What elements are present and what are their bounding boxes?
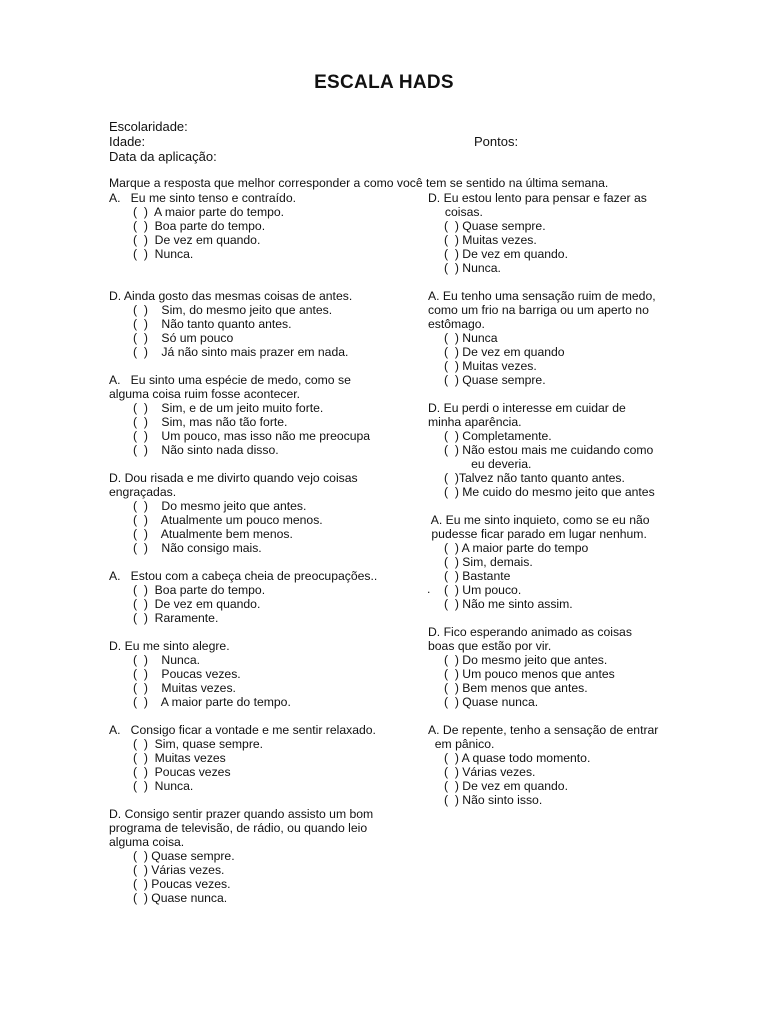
answer-option[interactable]: ( ) Não me sinto assim.: [444, 597, 573, 611]
answer-option[interactable]: ( ) Só um pouco: [133, 331, 234, 345]
question-text: D. Eu estou lento para pensar e fazer as: [428, 191, 647, 205]
answer-option[interactable]: ( ) Nunca.: [444, 261, 501, 275]
question-text: A. Eu sinto uma espécie de medo, como se: [109, 373, 351, 387]
answer-option[interactable]: ( ) Nunca.: [133, 247, 194, 261]
right-question-1: [428, 191, 647, 275]
question-text: A. Estou com a cabeça cheia de preocupações..: [109, 569, 378, 583]
answer-option[interactable]: ( ) Poucas vezes: [133, 765, 231, 779]
answer-option[interactable]: ( ) Sim, do mesmo jeito que antes.: [133, 303, 333, 317]
answer-option[interactable]: ( ) Atualmente um pouco menos.: [133, 513, 323, 527]
answer-option[interactable]: ( ) Poucas vezes.: [133, 877, 231, 891]
answer-option[interactable]: ( ) Sim, demais.: [444, 555, 533, 569]
answer-option[interactable]: ( ) Muitas vezes.: [444, 233, 537, 247]
answer-option[interactable]: ( ) Um pouco, mas isso não me preocupa: [133, 429, 371, 443]
left-question-2: [109, 289, 352, 359]
question-text: boas que estão por vir.: [428, 639, 552, 653]
question-text: D. Consigo sentir prazer quando assisto um bom: [109, 807, 374, 821]
question-text: em pânico.: [428, 737, 495, 751]
right-question-2: [428, 289, 656, 387]
answer-option[interactable]: ( ) Muitas vezes.: [444, 359, 537, 373]
answer-option[interactable]: ( ) Quase nunca.: [133, 891, 228, 905]
answer-option[interactable]: ( ) A quase todo momento.: [444, 751, 591, 765]
answer-option[interactable]: ( ) Sim, mas não tão forte.: [133, 415, 288, 429]
page-title: ESCALA HADS: [314, 72, 454, 93]
escolaridade-label: Escolaridade:: [109, 119, 188, 134]
question-text: D. Fico esperando animado as coisas: [428, 625, 632, 639]
answer-option[interactable]: ( ) Um pouco.: [444, 583, 522, 597]
question-text: programa de televisão, de rádio, ou quando leio: [109, 821, 368, 835]
answer-option[interactable]: ( ) Quase sempre.: [444, 219, 546, 233]
left-question-4: [109, 471, 358, 555]
answer-option[interactable]: ( ) De vez em quando.: [133, 233, 261, 247]
answer-option[interactable]: ( ) Sim, quase sempre.: [133, 737, 264, 751]
question-text: alguma coisa.: [109, 835, 185, 849]
answer-option[interactable]: ( ) Me cuido do mesmo jeito que antes: [444, 485, 655, 499]
question-text: A. De repente, tenho a sensação de entrar: [428, 723, 659, 737]
question-text: engraçadas.: [109, 485, 177, 499]
answer-option[interactable]: ( ) Do mesmo jeito que antes.: [444, 653, 608, 667]
question-text: coisas.: [428, 205, 483, 219]
answer-option[interactable]: ( ) Não tanto quanto antes.: [133, 317, 292, 331]
answer-option[interactable]: ( ) Nunca.: [133, 653, 201, 667]
answer-option[interactable]: ( ) De vez em quando.: [133, 597, 261, 611]
answer-option[interactable]: ( ) Bem menos que antes.: [444, 681, 588, 695]
question-text: A. Eu me sinto tenso e contraído.: [109, 191, 296, 205]
answer-option[interactable]: ( ) Poucas vezes.: [133, 667, 241, 681]
answer-option[interactable]: ( ) Boa parte do tempo.: [133, 219, 266, 233]
left-question-3: [109, 373, 370, 457]
left-question-1: [109, 191, 296, 261]
answer-option[interactable]: ( ) De vez em quando.: [444, 779, 568, 793]
right-question-5: [428, 625, 632, 709]
stray-mark: .: [427, 582, 431, 596]
answer-option[interactable]: ( ) Nunca.: [133, 779, 194, 793]
question-text: alguma coisa ruim fosse acontecer.: [109, 387, 301, 401]
question-text: minha aparência.: [428, 415, 522, 429]
left-question-7: [109, 723, 376, 793]
answer-option[interactable]: ( ) De vez em quando.: [444, 247, 568, 261]
instructions: Marque a resposta que melhor corresponder a como você tem se sentido na última semana.: [109, 176, 609, 190]
answer-option[interactable]: eu deveria.: [444, 457, 532, 471]
answer-option[interactable]: ( ) Do mesmo jeito que antes.: [133, 499, 307, 513]
answer-option[interactable]: ( ) Bastante: [444, 569, 511, 583]
answer-option[interactable]: ( ) Não sinto isso.: [444, 793, 543, 807]
idade-label: Idade:: [109, 134, 146, 149]
answer-option[interactable]: ( ) Muitas vezes.: [133, 681, 236, 695]
answer-option[interactable]: ( ) Várias vezes.: [444, 765, 536, 779]
answer-option[interactable]: ( ) Boa parte do tempo.: [133, 583, 266, 597]
question-text: como um frio na barriga ou um aperto no: [428, 303, 649, 317]
answer-option[interactable]: ( ) Não consigo mais.: [133, 541, 262, 555]
answer-option[interactable]: ( ) De vez em quando: [444, 345, 565, 359]
question-text: A. Eu me sinto inquieto, como se eu não: [428, 513, 650, 527]
question-text: A. Eu tenho uma sensação ruim de medo,: [428, 289, 656, 303]
question-text: estômago.: [428, 317, 485, 331]
left-question-5: [109, 569, 377, 625]
answer-option[interactable]: ( ) A maior parte do tempo: [444, 541, 589, 555]
answer-option[interactable]: ( ) A maior parte do tempo.: [133, 695, 291, 709]
answer-option[interactable]: ( ) Raramente.: [133, 611, 219, 625]
question-text: D. Dou risada e me divirto quando vejo coisas: [109, 471, 358, 485]
answer-option[interactable]: ( ) Um pouco menos que antes: [444, 667, 615, 681]
question-text: D. Ainda gosto das mesmas coisas de antes.: [109, 289, 353, 303]
answer-option[interactable]: ( ) A maior parte do tempo.: [133, 205, 285, 219]
answer-option[interactable]: ( ) Muitas vezes: [133, 751, 226, 765]
left-question-6: [109, 639, 291, 709]
answer-option[interactable]: ( ) Sim, e de um jeito muito forte.: [133, 401, 324, 415]
right-question-3: [428, 401, 655, 499]
right-question-6: [428, 723, 658, 807]
question-text: A. Consigo ficar a vontade e me sentir relaxado.: [109, 723, 376, 737]
answer-option[interactable]: ( ) Quase sempre.: [444, 373, 546, 387]
right-question-4: [428, 513, 650, 611]
answer-option[interactable]: ( ) Atualmente bem menos.: [133, 527, 293, 541]
answer-option[interactable]: ( ) Não sinto nada disso.: [133, 443, 279, 457]
answer-option[interactable]: ( ) Várias vezes.: [133, 863, 225, 877]
question-text: pudesse ficar parado em lugar nenhum.: [428, 527, 647, 541]
left-question-8: [109, 807, 373, 905]
answer-option[interactable]: ( )Talvez não tanto quanto antes.: [444, 471, 625, 485]
answer-option[interactable]: ( ) Já não sinto mais prazer em nada.: [133, 345, 349, 359]
answer-option[interactable]: ( ) Completamente.: [444, 429, 552, 443]
answer-option[interactable]: ( ) Não estou mais me cuidando como: [444, 443, 654, 457]
answer-option[interactable]: ( ) Nunca: [444, 331, 498, 345]
answer-option[interactable]: ( ) Quase nunca.: [444, 695, 539, 709]
question-text: D. Eu me sinto alegre.: [109, 639, 230, 653]
pontos-label: Pontos:: [474, 134, 519, 149]
question-text: D. Eu perdi o interesse em cuidar de: [428, 401, 626, 415]
answer-option[interactable]: ( ) Quase sempre.: [133, 849, 235, 863]
data-aplicacao-label: Data da aplicação:: [109, 149, 217, 164]
